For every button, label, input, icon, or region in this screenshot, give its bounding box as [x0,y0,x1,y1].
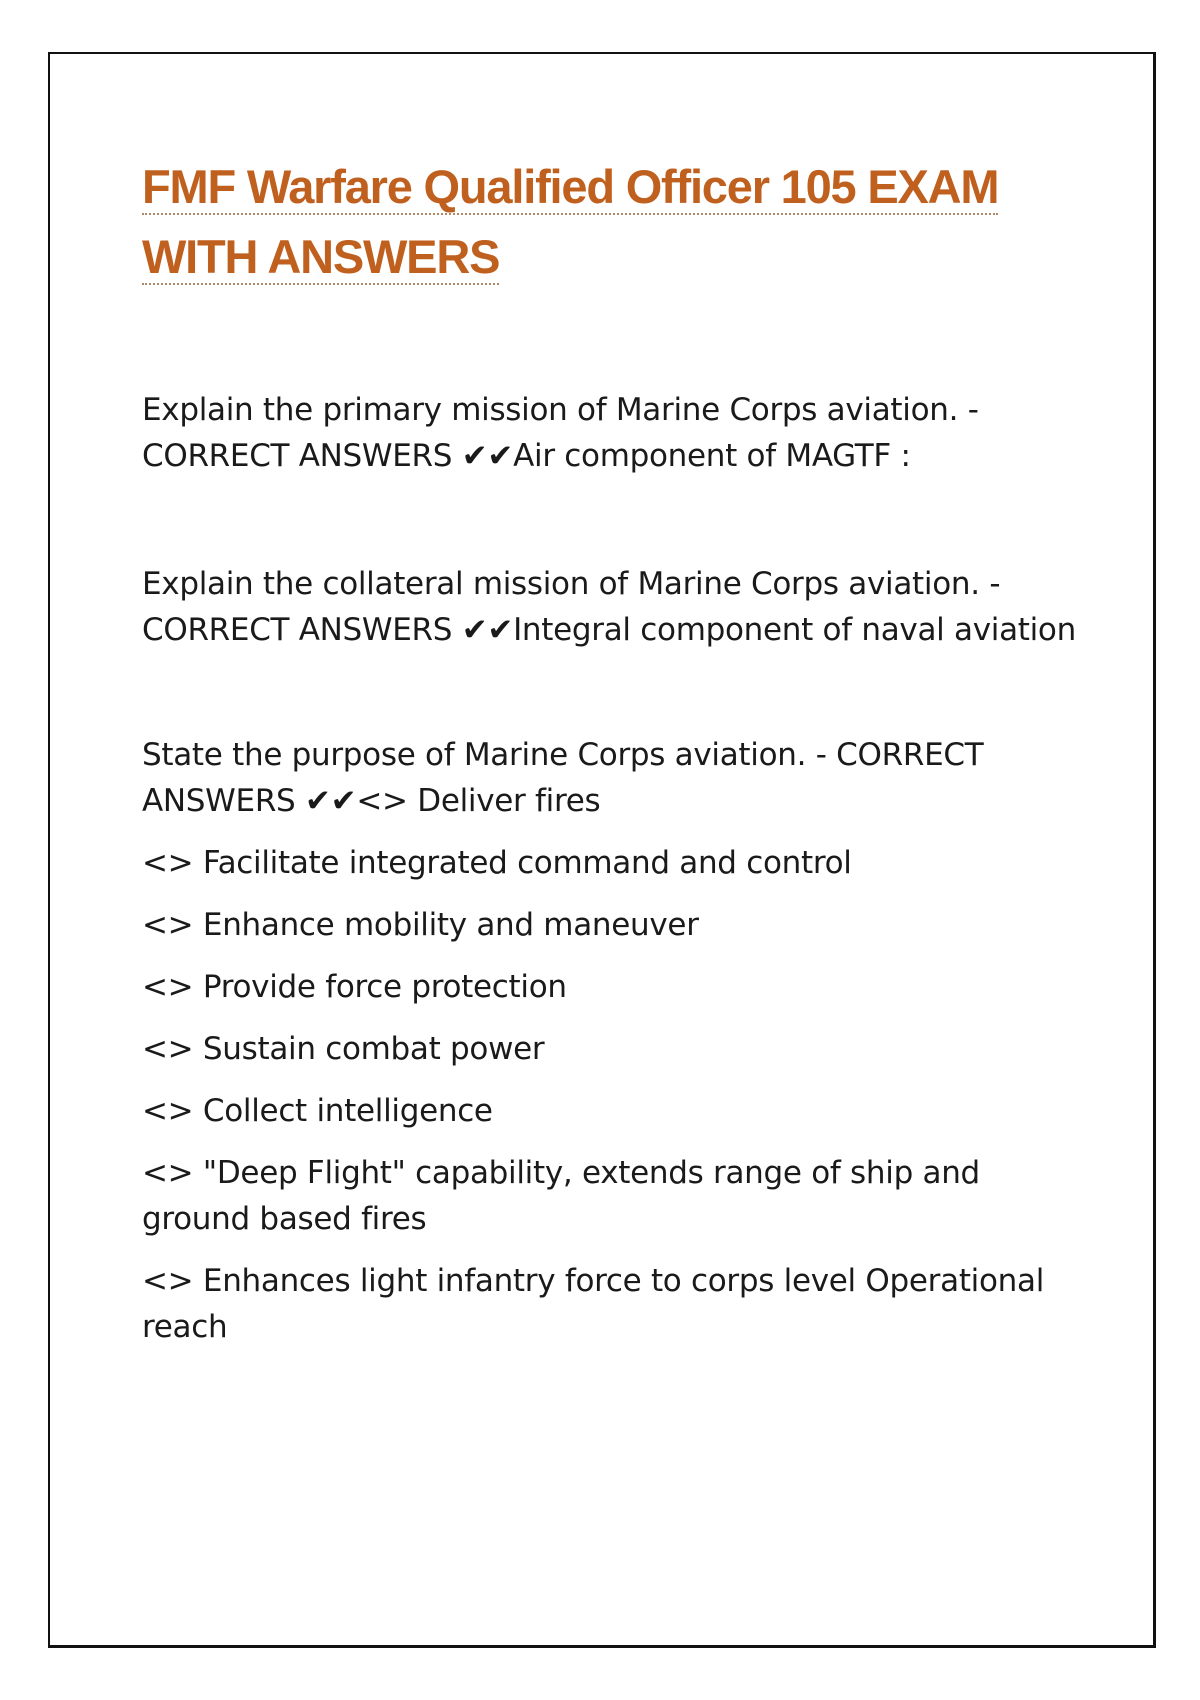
question-text: Explain the collateral mission of Marine Corps aviation. - CORRECT ANSWERS [142,566,1001,648]
answer-bullet: <> Enhance mobility and maneuver [142,907,699,943]
question-text: Explain the primary mission of Marine Corps aviation. - CORRECT ANSWERS [142,392,979,474]
checkmark-icon: ✔✔ [304,783,357,819]
question-answer-2 [142,561,1082,653]
document-content [142,152,1082,1350]
answer-bullet: <> Sustain combat power [142,1031,545,1067]
answer-bullet: <> Provide force protection [142,969,567,1005]
answer-text: <> Deliver fires [356,783,601,819]
answer-bullet: <> Collect intelligence [142,1093,493,1129]
answer-bullet: <> Enhances light infantry force to corps level Operational reach [142,1263,1045,1345]
document-title [142,152,1082,292]
document-page [48,52,1156,1648]
answer-text: Integral component of naval aviation [513,612,1076,648]
question-answer-3 [142,732,1082,824]
answer-bullet: <> "Deep Flight" capability, extends range of ship and ground based fires [142,1155,980,1237]
title-line-1: FMF Warfare Qualified Officer 105 EXAM [142,160,999,213]
title-line-2: WITH ANSWERS [142,230,500,283]
answer-bullet: <> Facilitate integrated command and control [142,845,852,881]
checkmark-icon: ✔✔ [461,438,514,474]
answer-text: Air component of MAGTF : [513,438,911,474]
question-answer-1 [142,387,1082,479]
question-text: State the purpose of Marine Corps aviation. - CORRECT ANSWERS [142,737,984,819]
checkmark-icon: ✔✔ [461,612,514,648]
